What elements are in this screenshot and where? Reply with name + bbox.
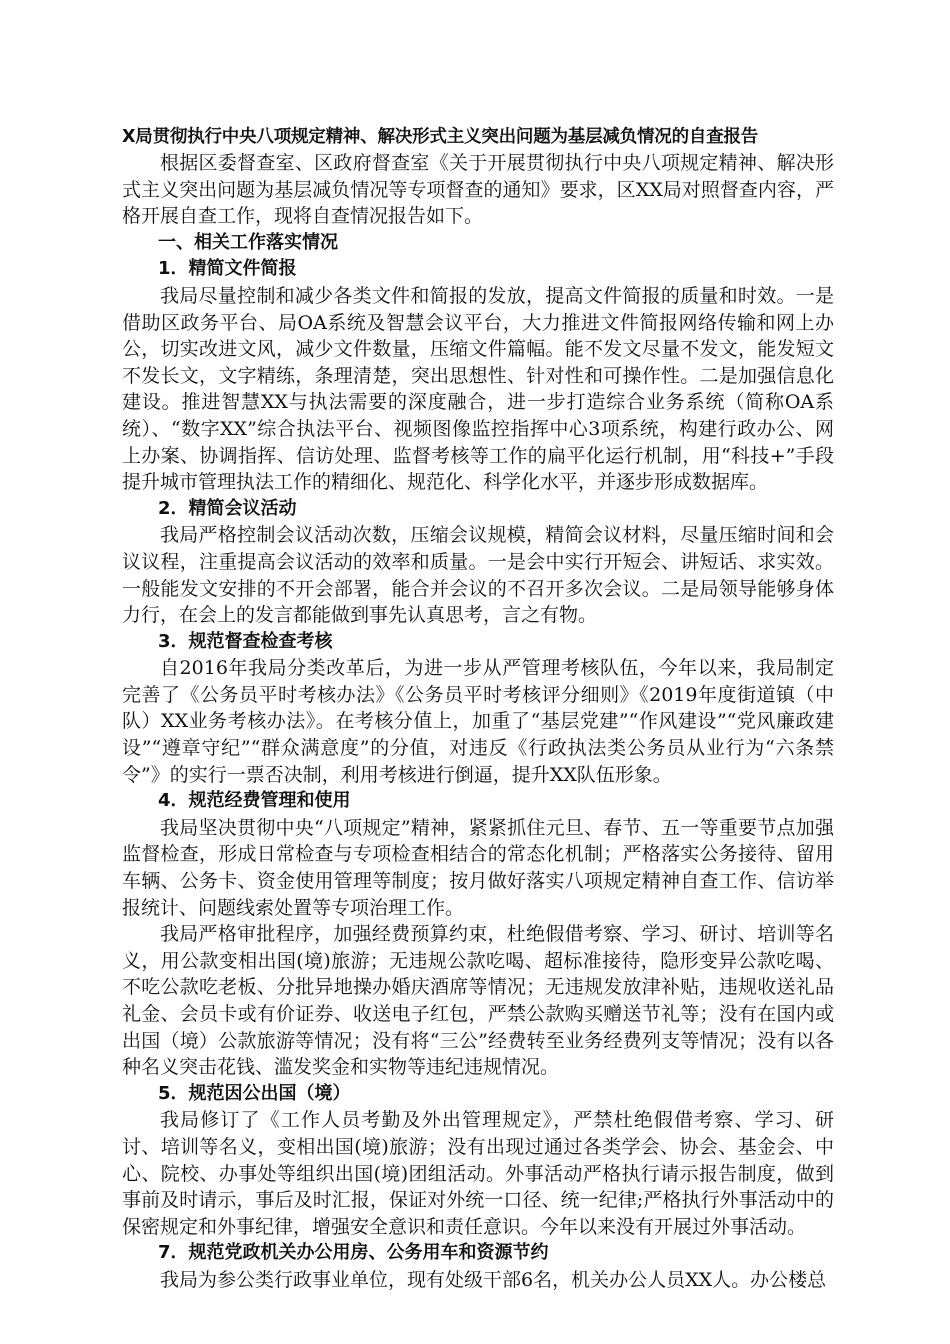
- paragraph-4-1: 我局坚决贯彻中央“八项规定”精神，紧紧抓住元旦、春节、五一等重要节点加强监督检查，形成日常检查与专项检查相结合的常态化机制；严格落实公务接待、留用车辆、公务卡、资金使用管理等制度；按月做好落实八项规定精神自查工作、信访举报统计、问题线索处置等专项治理工作。: [122, 816, 834, 919]
- document-page: [122, 124, 834, 1294]
- paragraph-3-1: 自2016年我局分类改革后，为进一步从严管理考核队伍，今年以来，我局制定完善了《公务员平时考核办法》《公务员平时考核评分细则》《2019年度街道镇（中队）XX业务考核办法》。在考核分值上，加重了“基层党建”“作风建设”“党风廉政建设”“遵章守纪”“群众满意度”的分值，对违反《行政执法类公务员从业行为“六条禁令”》的实行一票否决制，利用考核进行倒逼，提升XX队伍形象。: [122, 657, 834, 786]
- subsection-heading-3: 3．规范督查检查考核: [158, 630, 333, 652]
- document-title: X局贯彻执行中央八项规定精神、解决形式主义突出问题为基层减负情况的自查报告: [122, 127, 759, 147]
- section-heading: 一、相关工作落实情况: [158, 231, 338, 253]
- paragraph-7-1: 我局为参公类行政事业单位，现有处级干部6名，机关办公人员XX人。办公楼总: [160, 1268, 827, 1291]
- paragraph-5-1: 我局修订了《工作人员考勤及外出管理规定》，严禁杜绝假借考察、学习、研讨、培训等名义，变相出国(境)旅游；没有出现过通过各类学会、协会、基金会、中心、院校、办事处等组织出国(境)团组活动。外事活动严格执行请示报告制度，做到事前及时请示，事后及时汇报，保证对外统一口径、统一纪律;严格执行外事活动中的保密规定和外事纪律，增强安全意识和责任意识。今年以来没有开展过外事活动。: [122, 1109, 834, 1238]
- paragraph-2-1: 我局严格控制会议活动次数，压缩会议规模，精简会议材料，尽量压缩时间和会议议程，注重提高会议活动的效率和质量。一是会中实行开短会、讲短话、求实效。一般能发文安排的不开会部署，能合并会议的不召开多次会议。二是局领导能够身体力行，在会上的发言都能做到事先认真思考，言之有物。: [122, 524, 834, 627]
- subsection-heading-1: 1．精简文件简报: [158, 258, 297, 280]
- subsection-heading-4: 4．规范经费管理和使用: [158, 790, 351, 812]
- paragraph-4-2: 我局严格审批程序，加强经费预算约束，杜绝假借考察、学习、研讨、培训等名义，用公款变相出国(境)旅游；无违规公款吃喝、超标准接待，隐形变异公款吃喝、不吃公款吃老板、分批异地操办婚庆酒席等情况；无违规发放津补贴，违规收送礼品礼金、会员卡或有价证券、收送电子红包，严禁公款购买赠送节礼等；没有在国内或出国（境）公款旅游等情况；没有将“三公”经费转至业务经费列支等情况；没有以各种名义突击花钱、滥发奖金和实物等违纪违规情况。: [122, 923, 834, 1079]
- subsection-heading-2: 2．精简会议活动: [158, 497, 297, 519]
- subsection-heading-7: 7．规范党政机关办公用房、公务用车和资源节约: [158, 1242, 549, 1264]
- intro-paragraph: 根据区委督查室、区政府督查室《关于开展贯彻执行中央八项规定精神、解决形式主义突出问题为基层减负情况等专项督查的通知》要求，区XX局对照督查内容，严格开展自查工作，现将自查情况报告如下。: [122, 152, 834, 228]
- subsection-heading-5: 5．规范因公出国（境）: [158, 1082, 351, 1104]
- paragraph-1-1: 我局尽量控制和减少各类文件和简报的发放，提高文件简报的质量和时效。一是借助区政务平台、局OA系统及智慧会议平台，大力推进文件简报网络传输和网上办公，切实改进文风，减少文件数量，压缩文件篇幅。能不发文尽量不发文，能发短文不发长文，文字精练，条理清楚，突出思想性、针对性和可操作性。二是加强信息化建设。推进智慧XX与执法需要的深度融合，进一步打造综合业务系统（简称OA系统）、“数字XX”综合执法平台、视频图像监控指挥中心3项系统，构建行政办公、网上办案、协调指挥、信访处理、监督考核等工作的扁平化运行机制，用“科技+”手段提升城市管理执法工作的精细化、规范化、科学化水平，并逐步形成数据库。: [122, 284, 834, 494]
